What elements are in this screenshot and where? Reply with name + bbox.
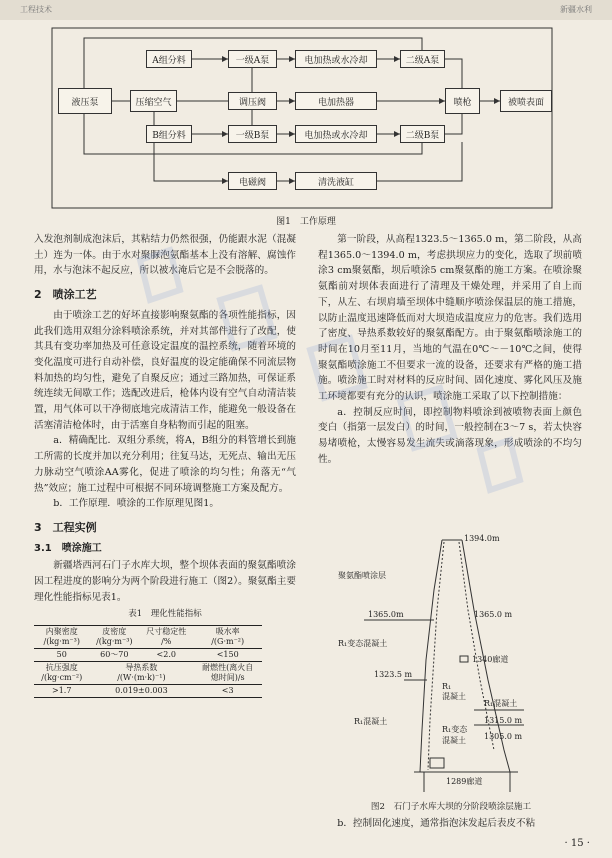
figure-2-dam-section — [334, 520, 564, 800]
node-b-pump2: 二级B泵 — [400, 125, 445, 143]
table-cell: 60～70 — [100, 650, 129, 660]
header-right: 新疆水利 — [560, 5, 592, 14]
table-header-cell: 皮密度 /(kg·m⁻³) — [96, 627, 133, 647]
table-header-row-1 — [34, 626, 262, 649]
label-spray-layer: 聚氨酯喷涂层 — [338, 571, 386, 580]
right-item-a: a．控制反应时间，即控制物料喷涂到被喷物表面上颜色变白（指第一层发白）的时间，一般控制在3～7 s，若太快容易堵喷枪，太慢容易发生流失或滴落现象，形成喷涂的不均匀性。 — [318, 406, 582, 465]
label-r1-concrete-1: R₁混凝土 — [354, 717, 388, 726]
table-value-row-2 — [34, 685, 262, 698]
label-r1-variant-2: R₁变态 混凝土 — [442, 725, 468, 745]
elev-1315: 1315.0 m — [484, 716, 523, 725]
node-compressed-air: 压缩空气 — [130, 90, 177, 112]
label-r1-concrete-2: R₁ 混凝土 — [442, 682, 466, 701]
page-header — [0, 0, 612, 20]
dam-drawing — [334, 520, 564, 800]
section-2-heading: 2 喷涂工艺 — [34, 288, 97, 302]
section-3-1-heading: 3.1 喷涂施工 — [34, 542, 102, 554]
figure-1-caption: 图1 工作原理 — [276, 217, 336, 227]
left-column — [34, 232, 296, 698]
page-number: · 15 · — [564, 838, 590, 849]
table-cell: >1.7 — [52, 686, 72, 696]
node-hydraulic-pump: 液压泵 — [58, 88, 112, 114]
elev-1394: 1394.0m — [464, 534, 500, 543]
right-column-bottom — [318, 816, 582, 832]
node-a-heat: 电加热或水冷却 — [295, 50, 377, 68]
table-header-row-2 — [34, 662, 262, 685]
section-3-heading: 3 工程实例 — [34, 520, 97, 534]
label-gallery-1340: 1340廊道 — [472, 655, 509, 664]
node-sprayed-surface: 被喷表面 — [500, 90, 552, 112]
intro-paragraph: 入发泡剂制成泡沫后，其粘结力仍然很强，仍能跟水泥（混凝土）连为一体。由于水对聚脲泡氨酯基本上没有溶解、腐蚀作用，水与泡沫不起反应，所以被水淹后它是不会脱落的。 — [34, 234, 296, 277]
figure-2-caption: 图2 石门子水库大坝的分阶段喷涂层施工 — [370, 802, 532, 812]
label-r1-variant-concrete: R₁变态混凝土 — [338, 639, 388, 648]
elev-1323: 1323.5 m — [374, 670, 413, 679]
node-b-heat: 电加热或水冷却 — [295, 125, 377, 143]
section-3-1-paragraph: 新疆塔西河石门子水库大坝，整个坝体表面的聚氨酯喷涂因工程进度的影响分为两个阶段进行施工（图2）。聚氨酯主要理化性能指标见表1。 — [34, 560, 296, 603]
header-left: 工程技术 — [20, 5, 52, 14]
table-header-cell: 耐燃性(离火自 熄时间)/s — [202, 663, 254, 683]
node-gun: 喷枪 — [445, 88, 480, 114]
table-header-cell: 尺寸稳定性 /% — [146, 627, 187, 647]
label-gallery-1289: 1289廊道 — [446, 777, 483, 786]
table-header-cell: 内聚密度 /(kg·m⁻³) — [43, 627, 80, 647]
node-b-component: B组分料 — [146, 125, 192, 143]
elev-1365: 1365.0m — [368, 610, 404, 619]
table-cell: <150 — [216, 650, 239, 660]
node-a-pump1: 一级A泵 — [228, 50, 277, 68]
node-b-pump1: 一级B泵 — [228, 125, 277, 143]
table-value-row-1 — [34, 649, 262, 662]
right-paragraph-1: 第一阶段，从高程1323.5～1365.0 m，第二阶段，从高程1365.0～1394.0 m，考虑拱坝应力的变化，选取了坝前喷涂3 cm聚氨酯，坝后喷涂5 cm聚氨酯的施工方案。在喷涂聚氨酯前对坝体表面进行了清理及干燥处理，并采用了自上而下，从左、右坝肩墙至坝体中缝顺序喷涂保温层的施工措施，以防止温度迅速降低而对大坝造成温度应力的危害。我们选用了密度、导热系数较好的聚氨酯配方。由于聚氨酯喷涂施工的时间在10月至11月，当地的气温在0℃～－10℃之间，使得聚氨酯喷涂施工不但要求一流的设备，还要求有严格的施工措施。喷涂施工时对材料的反应时间、固化速度、雾化风压及施工环境都要有充分的认识，喷涂施工采取了以下控制措施： — [318, 234, 582, 403]
section-2-item-a: a．精确配比．双组分系统，将A，B组分的料管增长到施工所需的长度并加以充分利用；往复马达，无死点、输出无压力脉动空气喷涂AA雾化，促进了喷涂的均匀性；角落无“气热”效应；施工过程中可根据不同环境调整施工方案及配方。 — [34, 435, 296, 494]
table-cell: 50 — [56, 650, 67, 660]
node-regulator: 调压阀 — [228, 92, 277, 110]
section-2-paragraph-1: 由于喷涂工艺的好坏直接影响聚氨酯的各项性能指标，因此我们选用双组分涂料喷涂系统，并对其部件进行了改配，使其具有变功率加热及可任意设定温度的温控系统，随着环境的变化温度可进行自动补偿，良好温度的设定能确保不同流层物料加热的均匀性，避免了自聚反应；通过三路加热，可保证系统连续无间歇工作；选配改进后，枪体内设有空气自动清洁装置，用气体可以干净彻底地完成清洁工作，能避免一般设备在活塞清洁枪体时，由于活塞自身粘物而引起的阻塞。 — [34, 309, 296, 431]
node-a-pump2: 二级A泵 — [400, 50, 445, 68]
table-1-caption: 表1 理化性能指标 — [128, 609, 202, 620]
node-solenoid: 电磁阀 — [228, 172, 277, 190]
elev-1365b: 1365.0 m — [474, 610, 513, 619]
node-a-component: A组分料 — [146, 50, 192, 68]
table-cell: 0.019±0.003 — [115, 686, 168, 696]
label-r1-concrete-3: R₁混凝土 — [484, 699, 518, 708]
right-column — [318, 232, 582, 468]
properties-table — [34, 625, 262, 698]
elev-1305: 1305.0 m — [484, 732, 523, 741]
right-item-b: b．控制固化速度，通常指泡沫发起后表皮不粘 — [337, 818, 536, 829]
table-header-cell: 抗压强度 /(kg·cm⁻²) — [41, 663, 83, 683]
table-cell: <2.0 — [156, 650, 176, 660]
section-2-item-b: b．工作原理．喷涂的工作原理见图1。 — [53, 498, 219, 510]
table-cell: <3 — [221, 686, 234, 696]
node-heater: 电加热器 — [295, 92, 377, 110]
table-header-cell: 吸水率 /(G·m⁻²) — [211, 627, 245, 647]
table-header-cell: 导热系数 /(W·(m·k)⁻¹) — [117, 663, 166, 683]
figure-1-flowchart — [50, 26, 570, 212]
node-cleaning-tank: 清洗液缸 — [295, 172, 377, 190]
